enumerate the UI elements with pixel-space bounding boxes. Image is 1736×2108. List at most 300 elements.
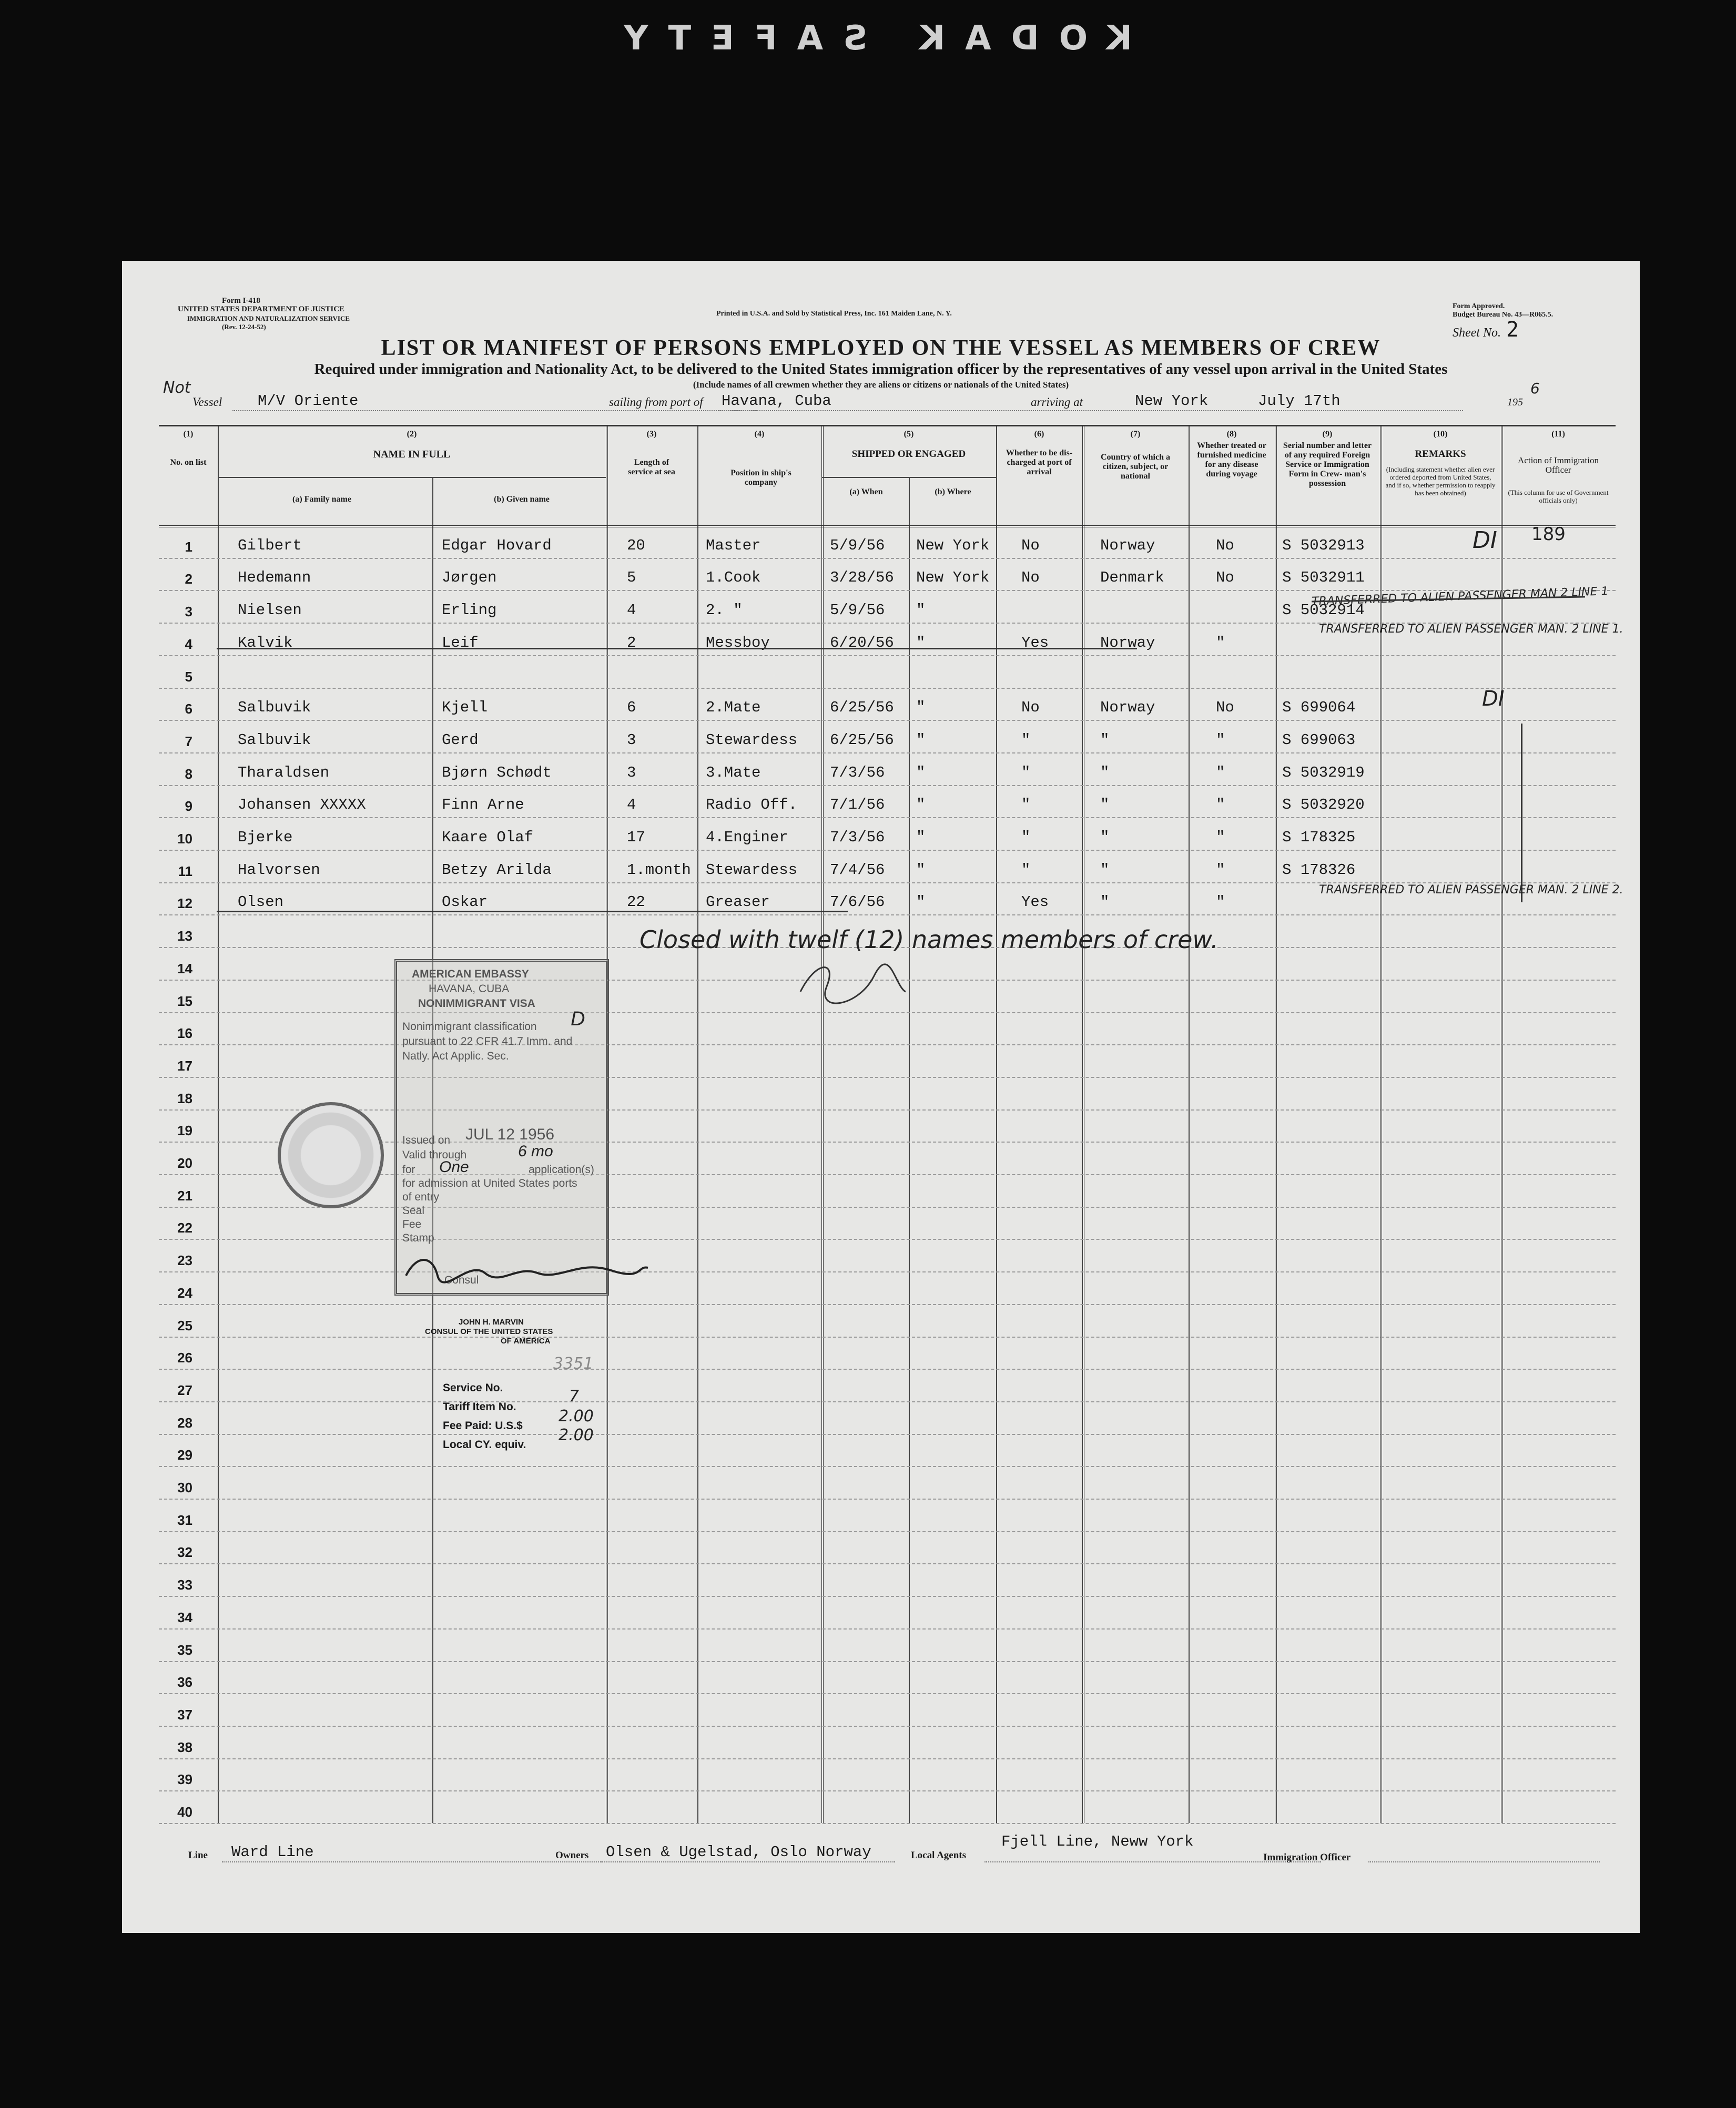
crew-family: Tharaldsen [238,763,330,781]
c11-num: (11) [1551,430,1565,439]
c10-head: REMARKS [1415,449,1466,460]
row-rule [159,1109,1616,1111]
tariff-label: Tariff Item No. [443,1401,516,1413]
c2-head: NAME IN FULL [373,449,451,460]
form-note: (Include names of all crewmen whether they are aliens or citizens or nationals of the United States) [693,380,1069,390]
stamp-line: Issued on [402,1134,451,1146]
crew-discharged: Yes [1021,634,1049,651]
stamp-line: of entry [402,1191,440,1203]
crew-serial: S 5032913 [1282,536,1365,554]
c10-note: (Including statement whether alien ever ordered deported from United States, and if so, whether permission to reapply has been obtained) [1385,465,1496,497]
crew-serial: S 178326 [1282,861,1356,879]
crew-serial: S 5032911 [1282,569,1365,587]
c4-num: (4) [754,430,765,439]
stamp-line: Natly. Act Applic. Sec. [402,1050,509,1062]
row-number: 39 [177,1771,192,1788]
line-value: Ward Line [231,1844,314,1861]
officer-signature [795,955,911,1018]
year-digit: 6 [1530,380,1540,397]
c1-head: No. on list [170,458,207,467]
crew-when: 3/28/56 [830,569,894,587]
row-number: 1 [185,538,192,555]
row-number: 10 [177,831,192,847]
stamp-line: AMERICAN EMBASSY [412,968,529,980]
r1-action-mark: DI [1473,527,1497,554]
row-rule [159,688,1616,689]
row-number: 17 [177,1057,192,1074]
vessel-name: M/V Oriente [258,392,359,410]
c7-head: Country of which a citizen, subject, or national [1100,453,1170,481]
local-equiv-value: 2.00 [559,1426,594,1444]
crew-given: Edgar Hovard [442,536,552,554]
row12-strike [217,911,848,912]
row-rule [159,1434,1616,1435]
row-number: 20 [177,1155,192,1171]
row-number: 7 [185,733,192,749]
crew-where: New York [916,569,990,587]
row-number: 23 [177,1252,192,1269]
col-divider [1501,426,1503,1823]
crew-given: Oskar [442,893,488,911]
crew-where: New York [916,536,990,554]
row-number: 30 [177,1480,192,1495]
crew-family: Halvorsen [238,861,320,879]
row-number: 32 [177,1544,192,1561]
col-divider [218,426,219,1823]
valid-through: 6 mo [518,1143,553,1160]
consul-title: OF AMERICA [501,1337,551,1346]
crew-where: " [916,602,926,619]
crew-service: 22 [627,893,645,911]
row-rule [159,655,1616,656]
crew-position: 4.Enginer [706,829,788,846]
col-divider [909,477,910,1823]
crew-country: " [1100,829,1110,846]
row-rule [159,817,1616,818]
service: IMMIGRATION AND NATURALIZATION SERVICE [187,314,350,322]
row-number: 26 [177,1350,192,1366]
row-number: 4 [185,636,192,652]
row-rule [159,1207,1616,1208]
row-number: 38 [177,1739,192,1755]
row-number: 33 [177,1577,192,1593]
row-rule [159,1337,1616,1338]
c5-num: (5) [903,430,914,439]
row-number: 37 [177,1706,192,1723]
col-divider [697,426,698,1823]
form-approved: Form Approved. [1453,302,1505,310]
crew-service: 4 [627,602,636,619]
underline [1121,410,1463,411]
crew-treated: " [1216,829,1225,846]
crew-position: Master [706,536,761,554]
crew-serial: S 5032920 [1282,796,1365,814]
sheet-value: 2 [1506,318,1519,342]
row-number: 15 [177,993,192,1009]
header-bottom-rule [159,525,1616,527]
row-rule [159,1823,1616,1824]
crew-service: 3 [627,763,636,781]
c8-head: Whether treated or furnished medicine for any disease during voyage [1197,441,1266,478]
underline [232,410,758,411]
crew-position: Stewardess [706,861,798,879]
crew-discharged: " [1021,796,1031,814]
c8-num: (8) [1226,430,1237,439]
crew-where: " [916,796,926,814]
row-number: 25 [177,1317,192,1333]
service-no-label: Service No. [443,1382,503,1394]
crew-treated: " [1216,634,1225,651]
crew-country: Norway [1100,699,1155,717]
crew-country: Denmark [1100,569,1164,587]
row-rule [159,590,1616,591]
crew-treated: " [1216,796,1225,814]
crew-when: 6/25/56 [830,699,894,717]
underline [222,1861,622,1862]
crew-treated: " [1216,731,1225,749]
c2b-head: (b) Given name [494,495,550,504]
header-rule [218,477,606,478]
row-rule [159,1693,1616,1694]
row-number: 31 [177,1512,192,1528]
stamp-line: HAVANA, CUBA [429,983,510,995]
stamp-line: Consul [444,1274,479,1286]
issue-date: JUL 12 1956 [465,1126,555,1143]
crew-when: 7/3/56 [830,829,885,846]
row-number: 9 [185,798,192,814]
c11-note: (This column for use of Government officials only) [1508,488,1609,504]
crew-treated: " [1216,861,1225,879]
r4-remark: TRANSFERRED TO ALIEN PASSENGER MAN. 2 LINE 1. [1319,623,1623,636]
crew-treated: " [1216,763,1225,781]
c5a-head: (a) When [849,487,883,496]
crew-discharged: " [1021,861,1031,879]
r3-remark: TRANSFERRED TO ALIEN PASSENGER MAN 2 LINE 1 [1311,585,1609,608]
row-rule [159,1369,1616,1370]
fee-paid-value: 2.00 [559,1407,594,1425]
crew-discharged: No [1021,569,1040,587]
crew-where: " [916,731,926,749]
visa-class-mark: D [571,1008,585,1030]
row-rule [159,752,1616,753]
stamp-line: application(s) [529,1164,594,1176]
crew-country: " [1100,893,1110,911]
c3-head: Length of service at sea [628,458,675,476]
crew-family: Kalvik [238,634,293,651]
row-number: 29 [177,1447,192,1463]
row-number: 8 [185,766,192,782]
c6-head: Whether to be dis- charged at port of arrival [1006,449,1073,476]
row-rule [159,1531,1616,1532]
row-rule [159,850,1616,851]
row-number: 16 [177,1025,192,1042]
crew-where: " [916,634,926,651]
row-number: 22 [177,1220,192,1236]
c2-num: (2) [407,430,417,439]
stamp-line: Valid through [402,1149,467,1161]
row-number: 13 [177,928,192,944]
service-no-value: 3351 [553,1355,594,1373]
crew-serial: S 699063 [1282,731,1356,749]
row-rule [159,558,1616,559]
row-rule [159,1239,1616,1240]
corner-mark: Not [163,379,191,397]
crew-family: Bjerke [238,829,293,846]
sailing-label: sailing from port of [609,395,703,409]
crew-given: Kaare Olaf [442,829,534,846]
col-divider [996,426,997,1823]
owners-label: Owners [555,1850,589,1861]
crew-family: Hedemann [238,569,311,587]
crew-where: " [916,763,926,781]
crew-discharged: No [1021,536,1040,554]
row-number: 21 [177,1187,192,1204]
row-rule [159,1628,1616,1630]
crew-when: 7/4/56 [830,861,885,879]
row-number: 2 [185,571,192,587]
row-rule [159,1044,1616,1045]
crew-country: " [1100,763,1110,781]
row-rule [159,1271,1616,1272]
row-rule [159,914,1616,915]
sheet-label: Sheet No. [1453,326,1501,340]
underline [601,1861,895,1862]
row-number: 36 [177,1674,192,1691]
c6-num: (6) [1034,430,1044,439]
row-number: 11 [178,863,192,879]
closing-note: Closed with twelf (12) names members of crew. [639,925,1219,954]
crew-serial: S 5032914 [1282,602,1365,619]
col-divider [1380,426,1382,1823]
crew-given: Gerd [442,731,479,749]
c2a-head: (a) Family name [292,495,351,504]
col-divider [1189,426,1190,1823]
col-divider [821,426,824,1823]
c1-num: (1) [183,430,194,439]
row-number: 19 [177,1123,192,1139]
row-number: 5 [185,668,192,685]
col-divider [1082,426,1084,1823]
printer-line: Printed in U.S.A. and Sold by Statistical Press, Inc. 161 Maiden Lane, N. Y. [716,310,952,318]
crew-family: Gilbert [238,536,302,554]
r12-remark: TRANSFERRED TO ALIEN PASSENGER MAN. 2 LINE 2. [1319,883,1623,897]
c4-head: Position in ship's company [730,469,791,487]
row-rule [159,1790,1616,1791]
manifest-sheet [122,261,1640,1933]
arrival-port: New York [1135,392,1209,410]
crew-country: Norway [1100,634,1155,651]
consul-title: CONSUL OF THE UNITED STATES [425,1327,553,1336]
crew-service: 17 [627,829,645,846]
stamp-line: Stamp [402,1232,434,1244]
crew-country: " [1100,796,1110,814]
crew-where: " [916,861,926,879]
crew-family: Johansen XXXXX [238,796,366,814]
crew-serial: S 178325 [1282,829,1356,846]
crew-position: Stewardess [706,731,798,749]
visa-stamp [394,959,609,1296]
col-divider [1275,426,1277,1823]
row-number: 24 [177,1285,192,1301]
crew-given: Betzy Arilda [442,861,552,879]
row-number: 27 [177,1382,192,1398]
c11-head: Action of Immigration Officer [1518,455,1599,475]
officer-label: Immigration Officer [1263,1852,1351,1863]
line-label: Line [188,1850,208,1861]
crew-where: " [916,893,926,911]
r1-number: 189 [1531,524,1566,545]
crew-service: 5 [627,569,636,587]
crew-position: Messboy [706,634,770,651]
row-number: 18 [177,1090,192,1106]
stamp-line: NONIMMIGRANT VISA [418,997,535,1010]
crew-treated: No [1216,699,1234,717]
crew-country: " [1100,861,1110,879]
row-number: 34 [177,1609,192,1625]
header-rule [821,477,996,478]
application-count: One [439,1158,469,1176]
crew-when: 5/9/56 [830,536,885,554]
row-rule [159,720,1616,721]
c7-num: (7) [1130,430,1141,439]
crew-serial: S 5032919 [1282,763,1365,781]
crew-position: 2. " [706,602,743,619]
revision: (Rev. 12-24-52) [222,323,266,331]
crew-family: Nielsen [238,602,302,619]
budget-bureau: Budget Bureau No. 43—R065.5. [1453,311,1554,319]
crew-service: 4 [627,796,636,814]
consul-name: JOHN H. MARVIN [459,1318,524,1327]
arriving-label: arriving at [1031,395,1083,409]
c3-num: (3) [646,430,657,439]
crew-given: Kjell [442,699,488,717]
row-rule [159,1726,1616,1727]
c5b-head: (b) Where [935,487,971,496]
crew-family: Olsen [238,893,284,911]
crew-position: Radio Off. [706,796,798,814]
crew-where: " [916,699,926,717]
stamp-line: Seal [402,1205,425,1217]
crew-discharged: " [1021,763,1031,781]
row-rule [159,1758,1616,1759]
underline [1368,1861,1600,1862]
crew-position: 1.Cook [706,569,761,587]
agents-value: Fjell Line, Neww York [1001,1833,1194,1850]
row-number: 14 [177,960,192,976]
row-rule [159,785,1616,786]
stamp-line: for [402,1164,415,1176]
underline [719,410,1135,411]
agents-label: Local Agents [911,1850,967,1861]
row-rule [159,1499,1616,1500]
crew-service: 20 [627,536,645,554]
row-rule [159,1466,1616,1467]
crew-service: 3 [627,731,636,749]
crew-given: Jørgen [442,569,497,587]
year-prefix: 195 [1507,396,1523,408]
row-number: 3 [185,604,192,620]
form-title: LIST OR MANIFEST OF PERSONS EMPLOYED ON THE VESSEL AS MEMBERS OF CREW [381,336,1381,360]
department: UNITED STATES DEPARTMENT OF JUSTICE [178,305,345,313]
crew-serial: S 699064 [1282,699,1356,717]
c10-num: (10) [1433,430,1448,439]
row-rule [159,1304,1616,1305]
crew-country: " [1100,731,1110,749]
crew-when: 7/3/56 [830,763,885,781]
crew-treated: " [1216,893,1225,911]
row-number: 28 [177,1414,192,1431]
crew-when: 6/25/56 [830,731,894,749]
crew-discharged: " [1021,829,1031,846]
row-number: 6 [185,701,192,717]
form-subtitle: Required under immigration and Nationality Act, to be delivered to the United States immigration officer by the representatives of any vessel upon arrival in the United States [314,361,1448,378]
crew-service: 2 [627,634,636,651]
c9-head: Serial number and letter of any required Foreign Service or Immigration Form in Crew- man's possession [1283,441,1372,488]
c9-num: (9) [1322,430,1333,439]
stamp-line: pursuant to 22 CFR 41.7 Imm. and [402,1035,573,1047]
row-rule [159,1401,1616,1402]
crew-when: 7/6/56 [830,893,885,911]
vessel-label: Vessel [192,395,222,409]
crew-position: Greaser [706,893,770,911]
stamp-line: Fee [402,1218,422,1230]
crew-family: Salbuvik [238,731,311,749]
crew-country: Norway [1100,536,1155,554]
form-number: Form I-418 [222,297,260,305]
c5-head: SHIPPED OR ENGAGED [851,449,966,460]
tariff-value: 7 [569,1387,580,1406]
row-number: 12 [177,895,192,912]
crew-where: " [916,829,926,846]
film-edge-text: KODAK SAFETY [604,19,1132,58]
crew-when: 7/1/56 [830,796,885,814]
row-number: 35 [177,1642,192,1658]
crew-service: 6 [627,699,636,717]
crew-position: 2.Mate [706,699,761,717]
owners-value: Olsen & Ugelstad, Oslo Norway [606,1844,871,1861]
crew-discharged: No [1021,699,1040,717]
fee-paid-label: Fee Paid: U.S.$ [443,1420,523,1432]
crew-given: Finn Arne [442,796,524,814]
stamp-line: for admission at United States ports [402,1177,577,1189]
row-rule [159,1563,1616,1564]
row4-strike [217,648,1137,649]
crew-given: Bjørn Schødt [442,763,552,781]
row-rule [159,1661,1616,1662]
crew-treated: No [1216,569,1234,587]
ditto-line [1521,724,1522,902]
consul-signature [401,1249,653,1291]
local-equiv-label: Local CY. equiv. [443,1439,526,1451]
r6-action-mark: DI [1482,687,1505,711]
stamp-line: Nonimmigrant classification [402,1021,537,1033]
crew-service: 1.month [627,861,691,879]
arrival-date: July 17th [1258,392,1341,410]
row-rule [159,1077,1616,1078]
crew-given: Leif [442,634,479,651]
crew-when: 5/9/56 [830,602,885,619]
row-number: 40 [177,1804,192,1820]
crew-position: 3.Mate [706,763,761,781]
crew-discharged: " [1021,731,1031,749]
crew-discharged: Yes [1021,893,1049,911]
crew-when: 6/20/56 [830,634,894,651]
crew-family: Salbuvik [238,699,311,717]
port-of-departure: Havana, Cuba [722,392,831,410]
consular-seal-icon [278,1102,384,1208]
crew-treated: No [1216,536,1234,554]
row-rule [159,1596,1616,1597]
